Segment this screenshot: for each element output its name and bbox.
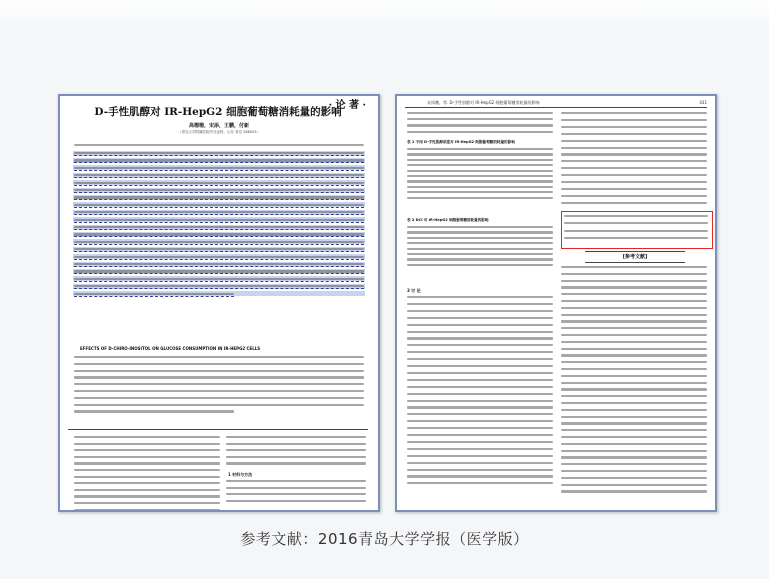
text-line (561, 112, 707, 114)
text-line (407, 310, 553, 312)
text-line (561, 402, 707, 404)
text-line (74, 233, 364, 235)
text-line (561, 147, 707, 149)
table1-caption: 表 1 不同 D-手性肌醇浓度对 IR-HepG2 细胞葡萄糖消耗量的影响 (407, 140, 515, 144)
text-line (561, 160, 707, 162)
text-line (74, 370, 364, 372)
text-line (74, 495, 220, 497)
text-line (561, 436, 707, 438)
text-line (74, 376, 364, 378)
text-line (74, 462, 220, 464)
text-line (561, 354, 707, 356)
text-line (561, 443, 707, 445)
text-line (407, 386, 553, 388)
text-line (561, 456, 707, 458)
text-line (561, 174, 707, 176)
article-authors: 高珊珊，宋添，王鹏，付新 (188, 123, 249, 129)
text-underline (74, 222, 364, 223)
text-underline (74, 229, 364, 230)
text-line (561, 409, 707, 411)
text-line (561, 119, 707, 121)
text-line (407, 237, 553, 239)
text-underline (74, 177, 364, 178)
text-line (407, 264, 553, 266)
text-underline (74, 281, 364, 282)
text-line (561, 181, 707, 183)
text-line (407, 296, 553, 298)
text-line (407, 175, 553, 177)
text-line (74, 204, 364, 206)
header-rule (405, 107, 707, 108)
text-line (407, 253, 553, 255)
text-line (561, 334, 707, 336)
text-line (74, 436, 220, 438)
text-line (407, 170, 553, 172)
text-line (561, 280, 707, 282)
text-line (226, 480, 366, 482)
text-line (226, 443, 366, 445)
text-line (74, 489, 220, 491)
text-line (74, 476, 220, 478)
text-line (407, 372, 553, 374)
text-line (407, 242, 553, 244)
text-line (407, 344, 553, 346)
text-line (74, 263, 364, 265)
text-line (74, 219, 364, 221)
text-line (561, 450, 707, 452)
text-line (74, 293, 234, 295)
text-line (407, 337, 553, 339)
text-line (561, 293, 707, 295)
text-line (407, 112, 553, 114)
slide-caption: 参考文献：2016青岛大学学报（医学版） (240, 530, 529, 548)
text-line (74, 443, 220, 445)
text-line (561, 348, 707, 350)
text-line (74, 390, 364, 392)
text-line (407, 153, 553, 155)
table2-caption: 表 2 DCI 对 IR-HepG2 细胞葡萄糖消耗量的影响 (407, 218, 489, 222)
text-line (74, 167, 364, 169)
text-underline (74, 214, 364, 215)
text-underline (74, 199, 364, 200)
text-underline (74, 185, 364, 186)
paper-page-left (58, 94, 380, 512)
text-line (407, 159, 553, 161)
text-line (561, 395, 707, 397)
text-line (74, 241, 364, 243)
text-line (74, 456, 220, 458)
text-underline (74, 266, 364, 267)
text-line (226, 449, 366, 451)
text-line (561, 153, 707, 155)
text-line (561, 388, 707, 390)
text-line (226, 456, 366, 458)
text-line (74, 383, 364, 385)
text-line (561, 470, 707, 472)
text-line (561, 422, 707, 424)
text-line (561, 463, 707, 465)
text-line (561, 266, 707, 268)
text-line (74, 159, 364, 161)
text-line (407, 365, 553, 367)
text-line (407, 427, 553, 429)
text-line (407, 358, 553, 360)
text-line (74, 404, 364, 406)
text-line (561, 133, 707, 135)
text-line (407, 191, 553, 193)
text-line (561, 140, 707, 142)
article-title: D-手性肌醇对 IR-HepG2 细胞葡萄糖消耗量的影响 (94, 106, 342, 118)
text-line (74, 189, 364, 191)
text-line (561, 375, 707, 377)
text-line (561, 361, 707, 363)
text-underline (74, 155, 364, 156)
text-line (407, 462, 553, 464)
text-underline (74, 207, 364, 208)
text-line (407, 303, 553, 305)
text-line (226, 487, 366, 489)
text-line (74, 152, 364, 154)
text-line (561, 382, 707, 384)
text-line (74, 363, 364, 365)
text-line (561, 195, 707, 197)
text-underline (74, 259, 364, 260)
text-underline (74, 273, 364, 274)
text-line (564, 237, 708, 239)
text-line (407, 351, 553, 353)
text-line (74, 482, 220, 484)
text-line (407, 400, 553, 402)
text-line (407, 482, 553, 484)
page-number: 431 (699, 100, 707, 105)
text-line (407, 164, 553, 166)
text-line (407, 469, 553, 471)
text-line (561, 273, 707, 275)
references-heading: [参考文献] (585, 251, 685, 263)
article-type-label: · 论 著 · (328, 100, 366, 111)
text-line (74, 410, 234, 412)
text-line (561, 320, 707, 322)
text-line (561, 126, 707, 128)
text-line (561, 202, 707, 204)
text-line (407, 231, 553, 233)
text-line (407, 324, 553, 326)
text-underline (74, 162, 364, 163)
text-line (74, 270, 364, 272)
text-line (561, 300, 707, 302)
text-line (226, 462, 366, 464)
text-line (74, 449, 220, 451)
text-line (561, 490, 707, 492)
text-line (564, 215, 708, 217)
text-line (407, 124, 553, 126)
text-line (74, 256, 364, 258)
text-line (407, 186, 553, 188)
english-title: EFFECTS OF D-CHIRO-INOSITOL ON GLUCOSE CONSUMPTION IN IR-HEPG2 CELLS (80, 346, 261, 351)
text-underline (74, 296, 234, 297)
section-divider (68, 429, 368, 430)
text-line (74, 356, 364, 358)
text-line (561, 286, 707, 288)
text-line (407, 434, 553, 436)
text-line (407, 248, 553, 250)
text-line (74, 509, 220, 511)
text-line (74, 226, 364, 228)
text-line (561, 477, 707, 479)
text-line (407, 475, 553, 477)
text-line (561, 314, 707, 316)
text-line (226, 493, 366, 495)
text-line (407, 317, 553, 319)
text-line (564, 230, 708, 232)
text-line (561, 416, 707, 418)
text-underline (74, 288, 364, 289)
text-line (407, 406, 553, 408)
text-line (407, 148, 553, 150)
text-line (407, 258, 553, 260)
text-underline (74, 192, 364, 193)
text-line (74, 196, 364, 198)
section-heading-materials: 1 材料与方法 (228, 472, 253, 477)
text-line (74, 144, 364, 146)
text-line (561, 327, 707, 329)
text-line (407, 226, 553, 228)
text-line (74, 469, 220, 471)
text-line (74, 182, 364, 184)
text-line (561, 167, 707, 169)
text-line (74, 278, 364, 280)
running-header: 宋添鹏，等. D-手性肌醇对 IR-HepG2 细胞葡萄糖消耗量的影响 (427, 100, 540, 105)
text-line (561, 341, 707, 343)
text-line (407, 118, 553, 120)
text-line (561, 429, 707, 431)
text-line (561, 307, 707, 309)
text-underline (74, 251, 364, 252)
text-line (407, 331, 553, 333)
text-underline (74, 170, 364, 171)
text-underline (74, 236, 364, 237)
text-line (407, 455, 553, 457)
text-line (407, 197, 553, 199)
text-line (226, 436, 366, 438)
text-line (407, 448, 553, 450)
text-line (407, 413, 553, 415)
text-underline (74, 244, 364, 245)
text-line (74, 397, 364, 399)
text-line (561, 188, 707, 190)
text-line (407, 393, 553, 395)
text-line (407, 131, 553, 133)
section-heading-discussion: 3 讨 论 (407, 288, 421, 293)
article-affiliation: （青岛大学附属医院内分泌科，山东 青岛 266003） (177, 130, 261, 134)
text-line (407, 441, 553, 443)
text-line (407, 180, 553, 182)
text-line (407, 379, 553, 381)
text-line (74, 502, 220, 504)
text-line (407, 420, 553, 422)
text-line (561, 368, 707, 370)
text-line (226, 500, 366, 502)
paper-page-right (395, 94, 717, 512)
text-line (561, 484, 707, 486)
